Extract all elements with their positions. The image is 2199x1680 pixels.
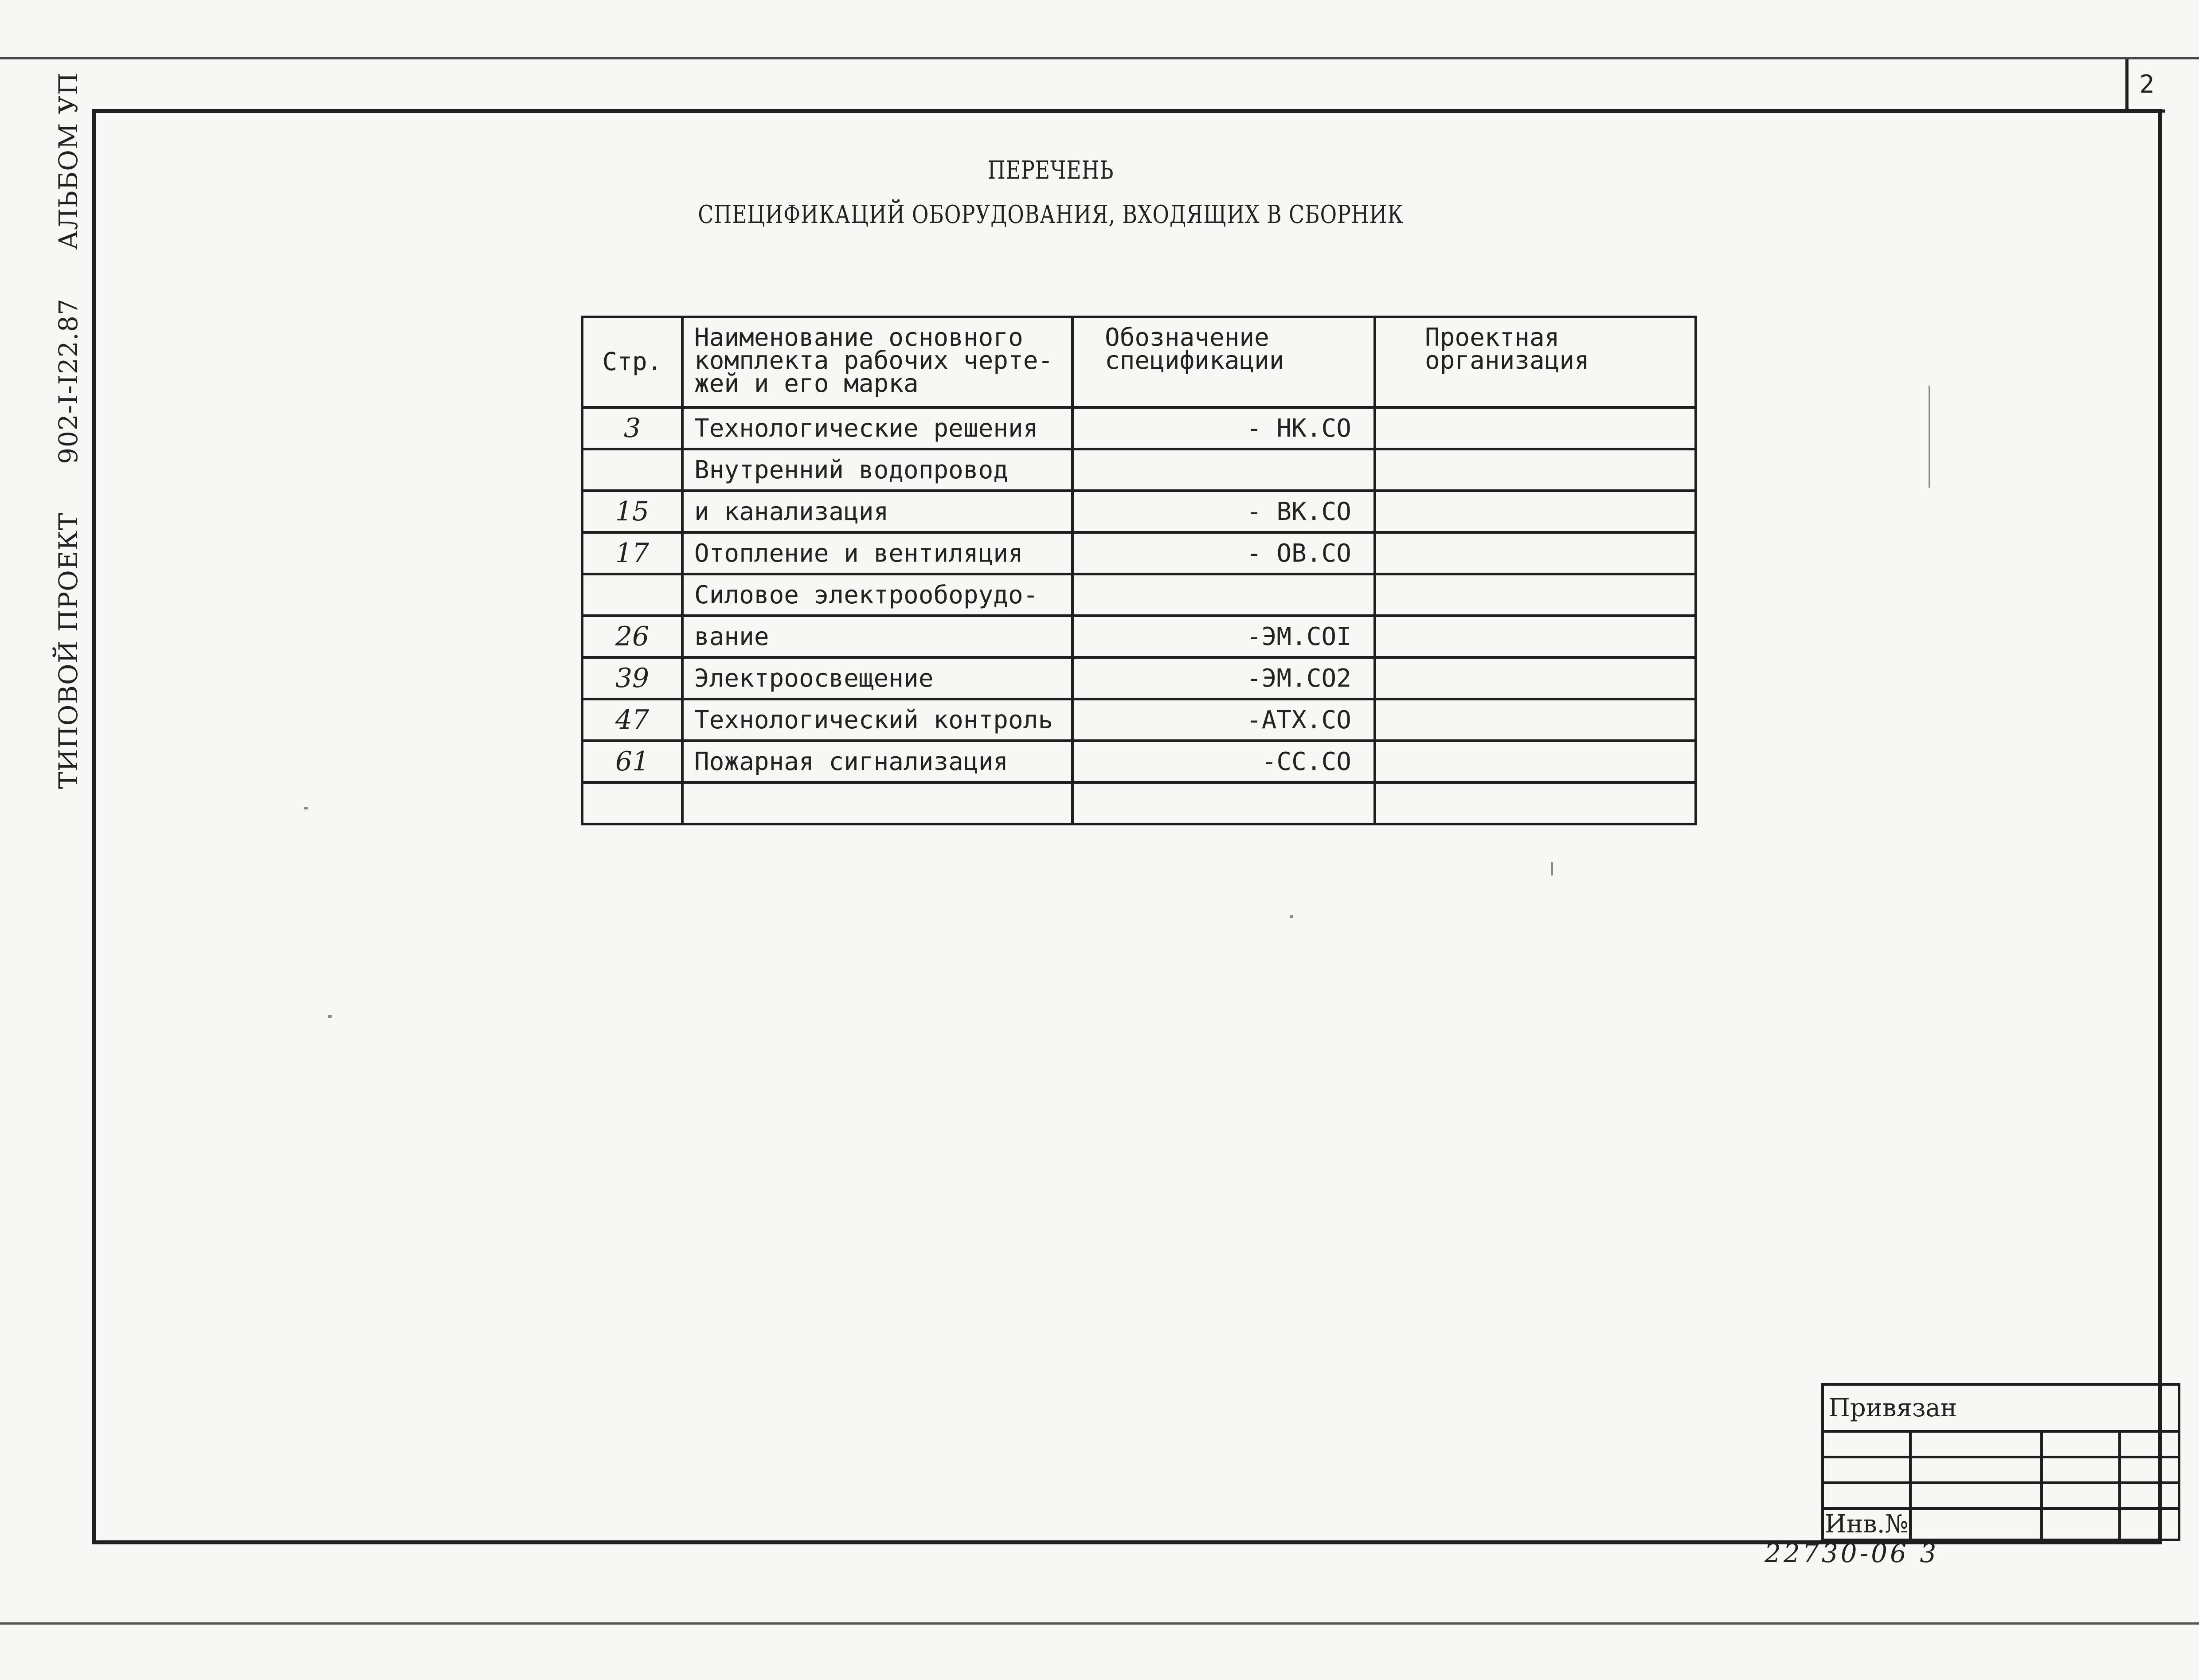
- stamp-cell: [2042, 1431, 2120, 1457]
- row-name: Отопление и вентиляция: [682, 532, 1072, 574]
- table-row: [582, 657, 1696, 699]
- header-code: Обозначение спецификации: [1072, 317, 1375, 407]
- row-name: вание: [682, 616, 1072, 657]
- table-row: [582, 699, 1696, 741]
- scan-mark: [1929, 386, 1930, 488]
- side-label-album: АЛЬБОМ УП: [53, 72, 83, 250]
- header-page: Стр.: [582, 317, 682, 407]
- row-page: [582, 574, 682, 616]
- row-page: 26: [582, 616, 682, 657]
- row-org: [1375, 741, 1696, 782]
- row-name: Технологические решения: [682, 407, 1072, 449]
- table-row: [582, 616, 1696, 657]
- table-row: [582, 741, 1696, 782]
- sheet-top-edge: [0, 57, 2199, 59]
- row-name: и канализация: [682, 491, 1072, 532]
- row-page: 39: [582, 657, 682, 699]
- stamp-cell: [1910, 1457, 2042, 1483]
- sheet-number-box: [2125, 59, 2165, 113]
- row-name: Внутренний водопровод: [682, 449, 1072, 491]
- row-name: Технологический контроль: [682, 699, 1072, 741]
- row-name: Силовое электрооборудо-: [682, 574, 1072, 616]
- table-row: [582, 407, 1696, 449]
- archive-number: 22730-06 3: [1765, 1538, 1939, 1568]
- stamp-cell: [2120, 1483, 2179, 1508]
- row-page: 15: [582, 491, 682, 532]
- stamp-cell: [2120, 1457, 2179, 1483]
- stamp-cell: [2042, 1508, 2120, 1540]
- row-code: - НК.СО: [1072, 407, 1375, 449]
- row-code: [1072, 574, 1375, 616]
- stamp-cell: [2120, 1508, 2179, 1540]
- row-org: [1375, 491, 1696, 532]
- row-code: - ВК.СО: [1072, 491, 1375, 532]
- header-name: Наименование основного комплекта рабочих черте- жей и его марка: [682, 317, 1072, 407]
- row-code: [1072, 782, 1375, 824]
- stamp-head-spacer: [2120, 1384, 2179, 1431]
- page-subtitle: СПЕЦИФИКАЦИЙ ОБОРУДОВАНИЯ, ВХОДЯЩИХ В СБОРНИК: [698, 200, 1404, 229]
- stamp-bound-label: Привязан: [1823, 1384, 2120, 1431]
- row-org: [1375, 449, 1696, 491]
- stamp-cell: [1823, 1457, 1910, 1483]
- row-page: [582, 782, 682, 824]
- row-page: 61: [582, 741, 682, 782]
- row-org: [1375, 699, 1696, 741]
- sheet-number: 2: [2139, 70, 2155, 99]
- binding-stamp: [1821, 1383, 2180, 1541]
- stamp-cell: [1910, 1483, 2042, 1508]
- stamp-inv-label: Инв.№: [1823, 1508, 1910, 1540]
- stamp-cell: [1910, 1508, 2042, 1540]
- row-page: 17: [582, 532, 682, 574]
- row-code: -АТХ.СО: [1072, 699, 1375, 741]
- row-code: -ЭМ.СОI: [1072, 616, 1375, 657]
- stamp-cell: [2042, 1483, 2120, 1508]
- row-name: [682, 782, 1072, 824]
- scan-dot: [304, 807, 308, 809]
- side-label-project: ТИПОВОЙ ПРОЕКТ: [53, 512, 83, 789]
- row-org: [1375, 574, 1696, 616]
- table-row: [582, 449, 1696, 491]
- row-page: [582, 449, 682, 491]
- header-org: Проектная организация: [1375, 317, 1696, 407]
- row-page: 47: [582, 699, 682, 741]
- row-code: -СС.СО: [1072, 741, 1375, 782]
- sheet-bottom-edge: [0, 1622, 2199, 1625]
- row-org: [1375, 782, 1696, 824]
- table-row: [582, 574, 1696, 616]
- scan-dot: [1290, 915, 1293, 918]
- row-code: [1072, 449, 1375, 491]
- row-code: -ЭМ.СО2: [1072, 657, 1375, 699]
- row-org: [1375, 532, 1696, 574]
- spec-table: [581, 316, 1697, 825]
- side-label-code: 902-I-I22.87: [53, 298, 83, 464]
- scan-dot: [328, 1015, 332, 1018]
- table-row: [582, 491, 1696, 532]
- row-page: 3: [582, 407, 682, 449]
- spec-table-header: [582, 317, 1696, 407]
- row-name: Электроосвещение: [682, 657, 1072, 699]
- row-org: [1375, 657, 1696, 699]
- row-code: - ОВ.СО: [1072, 532, 1375, 574]
- side-label: [53, 32, 83, 789]
- row-name: Пожарная сигнализация: [682, 741, 1072, 782]
- stamp-cell: [2120, 1431, 2179, 1457]
- stamp-cell: [1823, 1483, 1910, 1508]
- stamp-cell: [1910, 1431, 2042, 1457]
- row-org: [1375, 616, 1696, 657]
- scan-dot: [1551, 862, 1553, 875]
- table-row: [582, 532, 1696, 574]
- stamp-cell: [2042, 1457, 2120, 1483]
- row-org: [1375, 407, 1696, 449]
- page-title: ПЕРЕЧЕНЬ: [987, 156, 1114, 185]
- table-row: [582, 782, 1696, 824]
- stamp-cell: [1823, 1431, 1910, 1457]
